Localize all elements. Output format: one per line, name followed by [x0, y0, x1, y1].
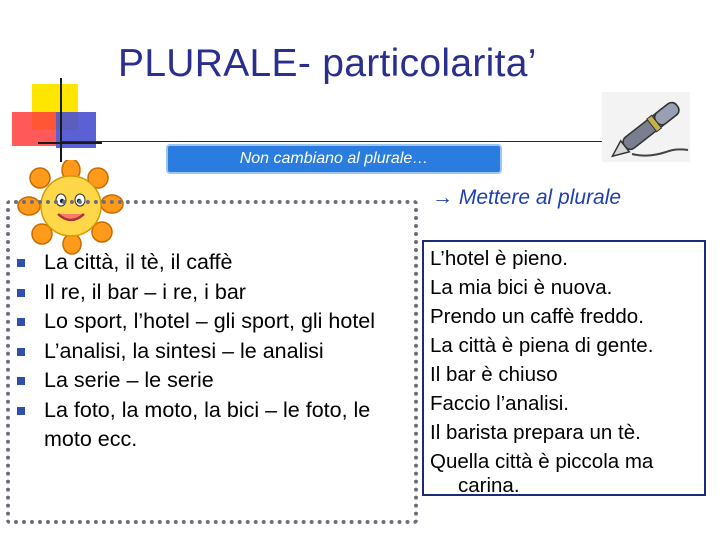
corner-horizontal-line	[38, 142, 102, 144]
sentence-line: L’hotel è pieno.	[430, 247, 568, 270]
callout-banner: Non cambiano al plurale…	[166, 144, 502, 174]
slide-title: PLURALE- particolarita’	[118, 42, 537, 85]
list-item: Il re, il bar – i re, i bar	[14, 278, 404, 308]
exercise-header: → Mettere al plurale	[432, 186, 622, 209]
sentence-line: Il barista prepara un tè.	[430, 421, 641, 444]
list-item: La città, il tè, il caffè	[14, 248, 404, 278]
sentence-line: La città è piena di gente.	[430, 334, 654, 357]
examples-list	[14, 248, 404, 455]
sentence-line-continuation: carina.	[458, 474, 520, 497]
sentence-line: Prendo un caffè freddo.	[430, 305, 644, 328]
sentence-line: La mia bici è nuova.	[430, 276, 613, 299]
list-item: L’analisi, la sintesi – le analisi	[14, 337, 404, 367]
fountain-pen-icon	[596, 86, 694, 172]
sentence-line: Faccio l’analisi.	[430, 392, 569, 415]
corner-vertical-line	[60, 78, 62, 162]
sentence-line: Il bar è chiuso	[430, 363, 558, 386]
list-item: Lo sport, l’hotel – gli sport, gli hotel	[14, 307, 404, 337]
sentence-line: Quella città è piccola ma	[430, 450, 654, 473]
list-item: La serie – le serie	[14, 366, 404, 396]
list-item: La foto, la moto, la bici – le foto, le moto ecc.	[14, 396, 404, 455]
title-underline	[60, 141, 660, 142]
corner-red-block	[12, 112, 56, 146]
exercise-sentences	[430, 244, 702, 496]
